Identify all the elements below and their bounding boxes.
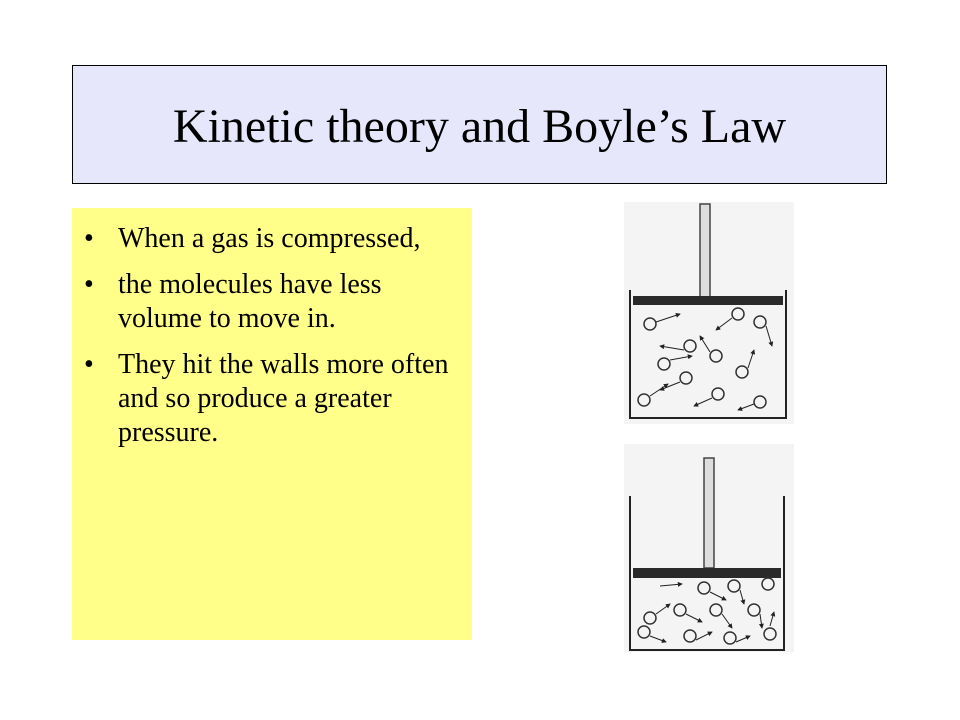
piston-head <box>633 296 783 305</box>
bullet-list <box>84 222 452 450</box>
bullet-text: They hit the walls more often and so produce a greater pressure. <box>118 349 449 448</box>
piston-cylinder-uncompressed-icon <box>624 202 794 424</box>
bullet-dot: • <box>84 223 94 254</box>
title-box <box>72 65 887 184</box>
bullet-item <box>84 348 452 450</box>
bullet-item <box>84 222 452 256</box>
piston-rod <box>704 458 714 568</box>
piston-head <box>633 568 781 578</box>
bullet-dot: • <box>84 269 94 300</box>
piston-cylinder-compressed-icon <box>624 444 794 652</box>
piston-rod <box>700 204 710 298</box>
bullet-dot: • <box>84 349 94 380</box>
piston-diagrams <box>620 196 800 656</box>
bullet-box <box>72 208 472 640</box>
bullet-text: When a gas is compressed, <box>118 223 421 254</box>
bullet-text: the molecules have less volume to move in. <box>118 269 382 334</box>
bullet-item <box>84 268 452 336</box>
slide-title: Kinetic theory and Boyle’s Law <box>172 100 787 153</box>
